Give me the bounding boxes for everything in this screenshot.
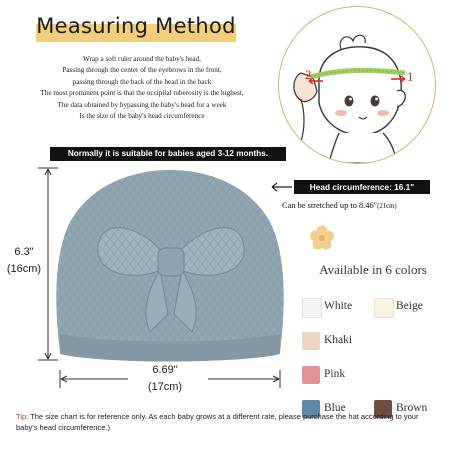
width-cm: (17cm) xyxy=(147,381,183,393)
height-inches: 6.3" xyxy=(14,246,34,258)
instruction-line: Passing through the center of the eyebrows in the front, xyxy=(62,66,222,75)
instruction-line: The most prominent point is that the occipital tuberosity is the highest, xyxy=(40,89,244,98)
flower-icon xyxy=(308,224,336,252)
color-label-white: White xyxy=(324,300,353,312)
instruction-line: Wrap a soft ruler around the baby's head, xyxy=(83,55,201,63)
swatch-beige xyxy=(374,298,394,318)
height-dimension xyxy=(4,244,44,278)
arrow-icon xyxy=(268,178,294,196)
age-banner: Normally it is suitable for babies aged 3-12 months. xyxy=(50,147,286,161)
stretch-text: Can be stretched up to 8.46" xyxy=(282,201,378,210)
swatch-pink xyxy=(302,366,320,384)
swatch-khaki xyxy=(302,332,320,350)
width-inches: 6.69" xyxy=(152,364,178,376)
turban-hat-image xyxy=(50,164,290,374)
color-label-brown: Brown xyxy=(396,402,428,414)
measure-mark-1: 1 xyxy=(407,69,414,84)
instruction-line: Is the size of the baby's head circumference xyxy=(79,112,205,121)
head-circumference-label: Head circumference: 16.1" xyxy=(294,180,430,194)
stretch-metric: (21cm) xyxy=(377,203,397,210)
page-title: Measuring Method xyxy=(36,14,236,38)
measuring-instructions xyxy=(4,54,280,122)
color-label-blue: Blue xyxy=(324,402,346,414)
color-label-pink: Pink xyxy=(324,368,346,380)
instruction-line: passing through the back of the head in the back xyxy=(72,77,212,86)
measure-mark-2: 2 xyxy=(305,67,312,82)
tip-note xyxy=(16,412,436,433)
width-dimension xyxy=(130,362,200,396)
color-label-beige: Beige xyxy=(396,300,423,312)
baby-head-drawing xyxy=(279,7,435,163)
baby-measuring-illustration xyxy=(278,6,436,164)
color-label-khaki: Khaki xyxy=(324,334,353,346)
title-block xyxy=(30,14,242,44)
stretch-note xyxy=(282,201,452,210)
instruction-line: The data obtained by bypassing the baby's head for a week xyxy=(57,100,227,109)
tip-label: Tip: xyxy=(16,412,29,421)
height-cm: (16cm) xyxy=(6,263,42,275)
tip-text: The size chart is for reference only. As each baby grows at a different rate, please purchase the hat according to your baby's head circumference.) xyxy=(16,412,419,432)
swatch-white xyxy=(302,298,322,318)
available-colors-title: Available in 6 colors xyxy=(319,262,427,277)
